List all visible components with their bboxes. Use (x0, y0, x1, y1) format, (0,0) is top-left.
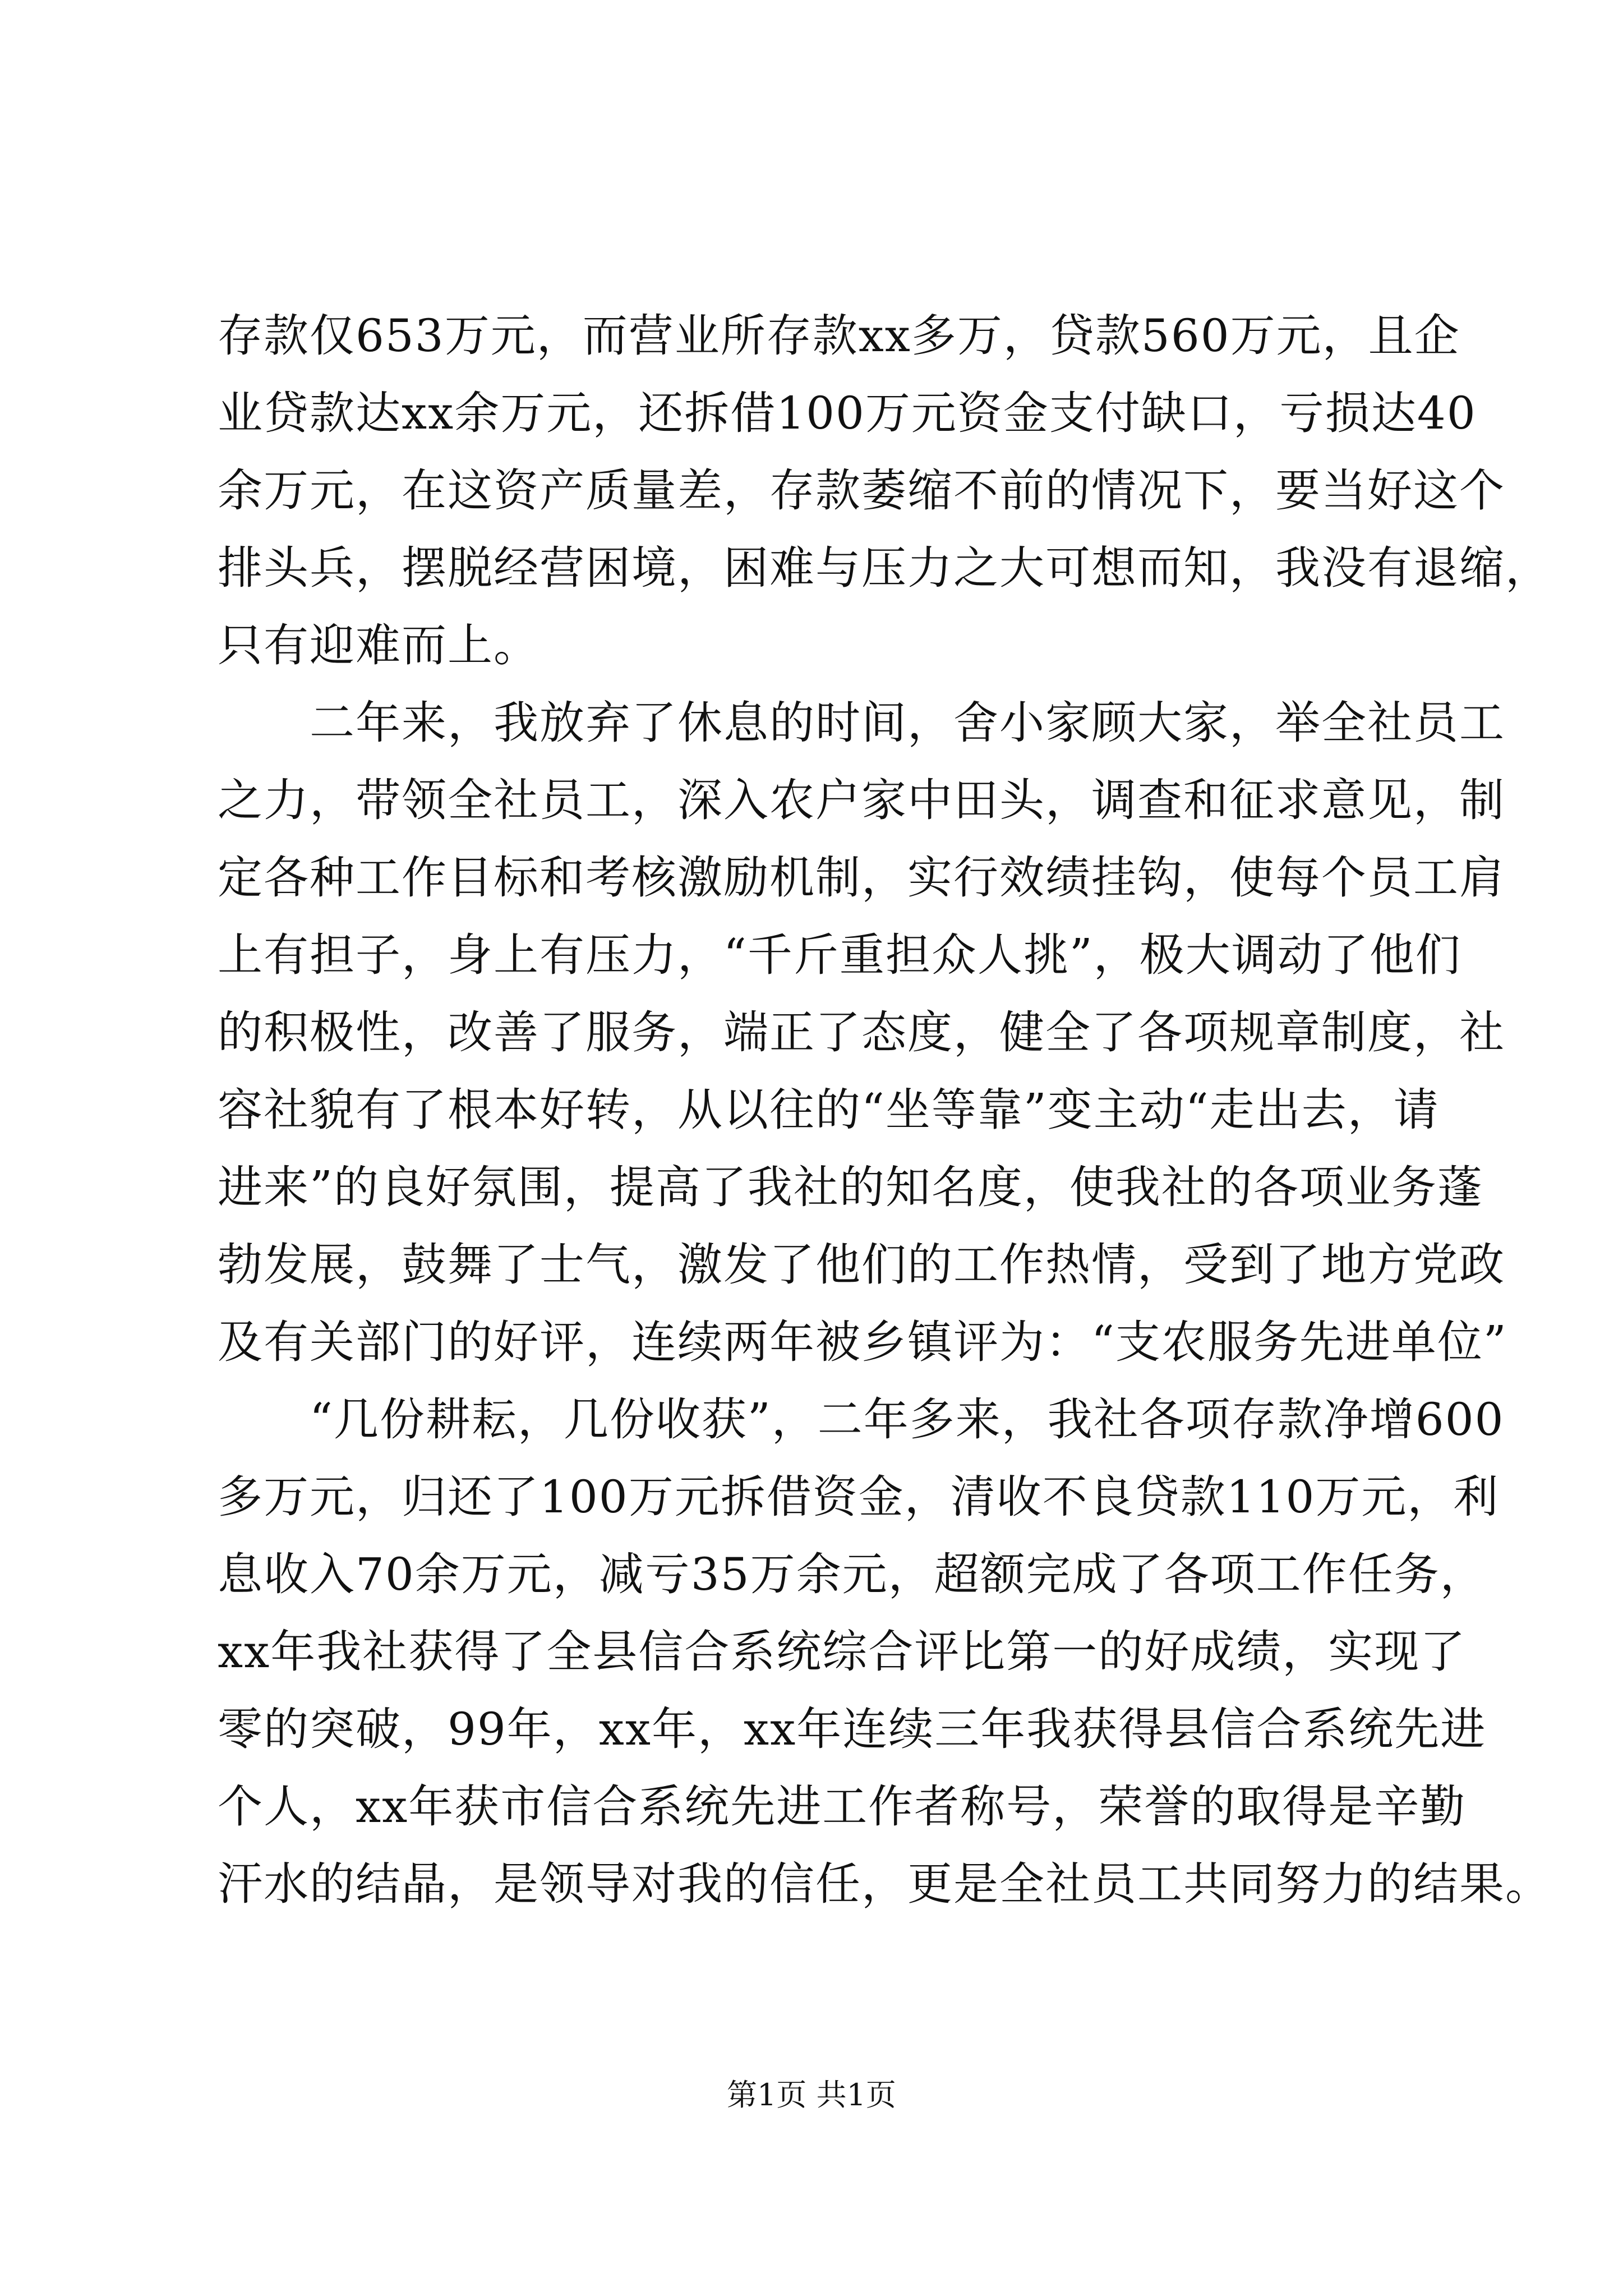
text-line: 的积极性，改善了服务，端正了态度，健全了各项规章制度，社 (218, 1006, 1505, 1059)
page-footer (0, 2076, 1623, 2115)
text-line: 进来”的良好氛围，提高了我社的知名度，使我社的各项业务蓬 (218, 1161, 1483, 1213)
text-line: 排头兵，摆脱经营困境，困难与压力之大可想而知，我没有退缩， (218, 542, 1551, 594)
text-line: 余万元，在这资产质量差，存款萎缩不前的情况下，要当好这个 (218, 464, 1505, 517)
text-line: 二年来，我放弃了休息的时间，舍小家顾大家，举全社员工 (218, 697, 1505, 749)
text-line: 多万元，归还了100万元拆借资金，清收不良贷款110万元，利 (218, 1471, 1500, 1523)
text-line: 息收入70余万元，减亏35万余元，超额完成了各项工作任务， (218, 1548, 1486, 1600)
text-line: 定各种工作目标和考核激励机制，实行效绩挂钩，使每个员工肩 (218, 852, 1505, 904)
text-line: 勃发展，鼓舞了士气，激发了他们的工作热情，受到了地方党政 (218, 1239, 1505, 1291)
text-line: 个人，xx年获市信合系统先进工作者称号，荣誉的取得是辛勤 (218, 1780, 1467, 1833)
text-line: 上有担子，身上有压力，“千斤重担众人挑”，极大调动了他们 (218, 929, 1461, 981)
page-number: 第1页 共1页 (727, 2077, 896, 2113)
text-line: 存款仅653万元，而营业所存款xx多万，贷款560万元，且企 (218, 310, 1460, 362)
text-line: 及有关部门的好评，连续两年被乡镇评为：“支农服务先进单位” (218, 1316, 1507, 1368)
text-line: 汗水的结晶，是领导对我的信任，更是全社员工共同努力的结果。 (218, 1858, 1551, 1910)
text-line: 只有迎难而上。 (218, 619, 540, 671)
text-line: 容社貌有了根本好转，从以往的“坐等靠”变主动“走出去，请 (218, 1084, 1440, 1136)
text-line: 零的突破，99年，xx年，xx年连续三年我获得县信合系统先进 (218, 1703, 1487, 1755)
body-text (218, 297, 1551, 1923)
text-line: “几份耕耘，几份收获”，二年多来，我社各项存款净增600 (218, 1393, 1505, 1446)
text-line: 业贷款达xx余万元，还拆借100万元资金支付缺口，亏损达40 (218, 387, 1477, 439)
text-line: xx年我社获得了全县信合系统综合评比第一的好成绩，实现了 (218, 1626, 1467, 1678)
text-line: 之力，带领全社员工，深入农户家中田头，调查和征求意见，制 (218, 774, 1505, 826)
